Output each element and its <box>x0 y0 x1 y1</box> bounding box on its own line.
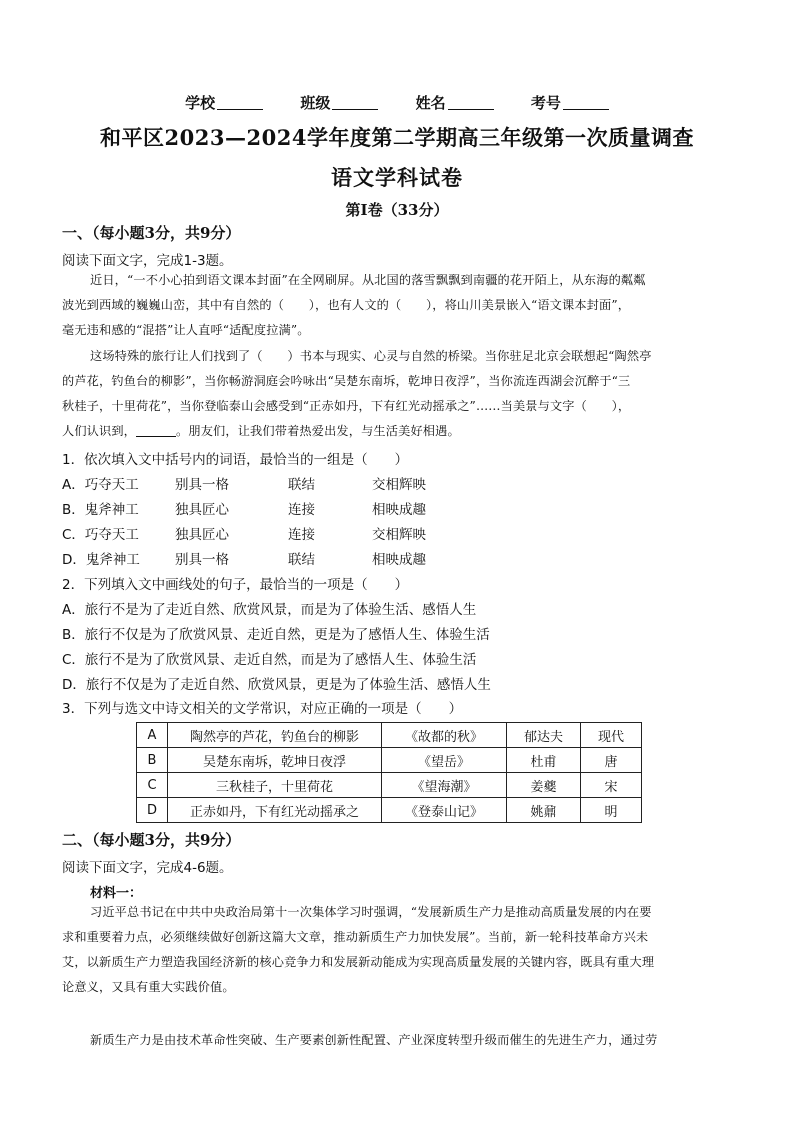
passage1-line: 近日，“一不小心拍到语文课本封面”在全网刷屏。从北国的落雪飘飘到南疆的花开陌上，从东海的粼粼 <box>90 273 646 287</box>
passage-paragraph-1 <box>62 268 737 343</box>
exam-page: 学校 班级 姓名 考号 和平区2023—2024学年度第二学期高三年级第一次质量调查 语文学科试卷 第Ⅰ卷（33分） 一、（每小题3分，共9分） 阅读下面文字，完成1-3题。 近日，“一不小心拍到语文课本封面”在全网刷屏。从北国的落雪飘飘到南疆的花开陌上，从东海的粼粼 波光到西域的巍巍山峦，其中有自然的（ ），也有人文的（ ），将山川美景嵌入“语文课本封面”， 毫无违和感的“混搭”让人直呼“适配度拉满”。 这场特殊的旅行让人们找到了（ ）书本与现实、心灵与自然的桥梁。当你驻足北京会联想起“陶然亭 的芦花，钓鱼台的柳影”，当你畅游洞庭会吟咏出“吴楚东南坼，乾坤日夜浮”，当你流连西湖会沉醉于“三 秋桂子，十里荷花”，当你登临泰山会感受到“正赤如丹，下有红光动摇承之”……当美景与文字（ ）， 人们认识到， 。朋友们，让我们带着热爱出发，与生活美好相遇。 1．依次填入文中括号内的词语，最恰当的一组是（ ） A．巧夺天工 别具一格 联结 交相辉映 B．鬼斧神工 独具匠心 连接 相映成趣 C．巧夺天工 独具匠心 连接 交相辉映 D．鬼斧神工 别具一格 联结 相映成趣 2．下列填入文中画线处的句子，最恰当的一项是（ ） A．旅行不是为了走近自然、欣赏风景，而是为了体验生活、感悟人生 B．旅行不仅是为了欣赏风景、走近自然，更是为了感悟人生、体验生活 C．旅行不是为了欣赏风景、走近自然，而是为了感悟人生、体验生活 D．旅行不仅是为了走近自然、欣赏风景，更是为了体验生活、感悟人生 3．下列与选文中诗文相关的文学常识，对应正确的一项是（ ） A 陶然亭的芦花，钓鱼台的柳影 《故都的秋》 郁达夫 现代 B 吴楚东南坼，乾坤日夜浮 《望岳》 杜甫 唐 C 三秋桂子，十里荷花 《望海潮》 姜夔 宋 D 正赤如丹，下有红光动摇承之 《登泰山记》 姚鼐 明 二、（每小题3分，共9分） 阅读下面文字，完成4-6题。 材料一： 习近平总书记在中共中央政治局第十一次集体学习时强调，“发展新质生产力是推动高质量发展的内在要 求和重要着力点，必须继续做好创新这篇大文章，推动新质生产力加快发展”。当前，新一轮科技革命方兴未 艾，以新质生产力塑造我国经济新的核心竞争力和发展新动能成为实现高质量发展的关键内容，既具有重大理 论意义，又具有重大实践价值。 新质生产力是由技术革命性突破、生产要素创新性配置、产业深度转型升级而催生的先进生产力，通过劳 <box>0 0 794 1123</box>
passage2-line: 这场特殊的旅行让人们找到了（ ）书本与现实、心灵与自然的桥梁。当你驻足北京会联想起“陶然亭 <box>90 349 652 363</box>
school-blank[interactable] <box>217 95 263 110</box>
exam-number-field[interactable] <box>531 92 609 113</box>
school-field[interactable] <box>185 92 263 113</box>
table-row[interactable]: B 吴楚东南坼，乾坤日夜浮 《望岳》 杜甫 唐 <box>137 748 642 773</box>
material2-line: 新质生产力是由技术革命性突破、生产要素创新性配置、产业深度转型升级而催生的先进生产力，通过劳 <box>90 1033 658 1047</box>
passage1-line: 波光到西域的巍巍山峦，其中有自然的（ ），也有人文的（ ），将山川美景嵌入“语文课本封面”， <box>62 298 631 312</box>
passage2-line: 人们认识到， 。朋友们，让我们带着热爱出发，与生活美好相遇。 <box>62 424 460 438</box>
material-paragraph-2 <box>62 1028 737 1053</box>
table-row[interactable]: C 三秋桂子，十里荷花 《望海潮》 姜夔 宋 <box>137 773 642 798</box>
material-paragraph-1 <box>62 900 737 1000</box>
passage-paragraph-2 <box>62 344 737 444</box>
name-label: 姓名 <box>415 94 446 112</box>
school-label: 学校 <box>185 94 216 112</box>
student-info-row <box>0 92 794 113</box>
table-row[interactable]: D 正赤如丹，下有红光动摇承之 《登泰山记》 姚鼐 明 <box>137 798 642 823</box>
material1-line: 习近平总书记在中共中央政治局第十一次集体学习时强调，“发展新质生产力是推动高质量发展的内在要 <box>90 905 652 919</box>
name-field[interactable] <box>416 92 494 113</box>
exam-subtitle: 语文学科试卷 <box>331 165 463 190</box>
class-blank[interactable] <box>332 95 378 110</box>
exam-number-label: 考号 <box>530 94 561 112</box>
passage2-line: 的芦花，钓鱼台的柳影”，当你畅游洞庭会吟咏出“吴楚东南坼，乾坤日夜浮”，当你流连西湖会沉醉于“三 <box>62 374 631 388</box>
name-blank[interactable] <box>448 95 494 110</box>
q3-literature-table <box>136 722 642 823</box>
passage2-line: 秋桂子，十里荷花”，当你登临泰山会感受到“正赤如丹，下有红光动摇承之”……当美景与文字（ ）， <box>62 399 631 413</box>
section2-instruction: 阅读下面文字，完成4-6题。 <box>62 860 233 876</box>
passage1-line: 毫无违和感的“混搭”让人直呼“适配度拉满”。 <box>62 323 310 337</box>
q1-stem: 1．依次填入文中括号内的词语，最恰当的一组是（ ） <box>62 452 409 468</box>
volume-heading: 第Ⅰ卷（33分） <box>345 201 449 219</box>
q3-stem: 3．下列与选文中诗文相关的文学常识，对应正确的一项是（ ） <box>62 701 463 717</box>
section1-heading: 一、（每小题3分，共9分） <box>62 224 241 242</box>
q2-option-a[interactable]: A．旅行不是为了走近自然、欣赏风景，而是为了体验生活、感悟人生 <box>62 602 477 618</box>
q2-option-b[interactable]: B．旅行不仅是为了欣赏风景、走近自然，更是为了感悟人生、体验生活 <box>62 627 490 643</box>
q2-stem: 2．下列填入文中画线处的句子，最恰当的一项是（ ） <box>62 577 409 593</box>
material1-line: 艾，以新质生产力塑造我国经济新的核心竞争力和发展新动能成为实现高质量发展的关键内容，既具有重大理 <box>62 955 655 969</box>
class-label: 班级 <box>300 94 331 112</box>
material1-line: 论意义，又具有重大实践价值。 <box>62 980 235 994</box>
q2-option-c[interactable]: C．旅行不是为了欣赏风景、走近自然，而是为了感悟人生、体验生活 <box>62 652 477 668</box>
fill-blank-underline[interactable] <box>136 424 176 437</box>
exam-title: 和平区2023—2024学年度第二学期高三年级第一次质量调查 <box>100 125 694 150</box>
exam-number-blank[interactable] <box>563 95 609 110</box>
material-one-title: 材料一： <box>90 886 143 901</box>
section2-heading: 二、（每小题3分，共9分） <box>62 831 241 849</box>
class-field[interactable] <box>300 92 378 113</box>
material1-line: 求和重要着力点，必须继续做好创新这篇大文章，推动新质生产力加快发展”。当前，新一轮科技革命方兴未 <box>62 930 649 944</box>
table-row[interactable]: A 陶然亭的芦花，钓鱼台的柳影 《故都的秋》 郁达夫 现代 <box>137 723 642 748</box>
section1-instruction: 阅读下面文字，完成1-3题。 <box>62 253 233 269</box>
q2-option-d[interactable]: D．旅行不仅是为了走近自然、欣赏风景，更是为了体验生活、感悟人生 <box>62 677 491 693</box>
